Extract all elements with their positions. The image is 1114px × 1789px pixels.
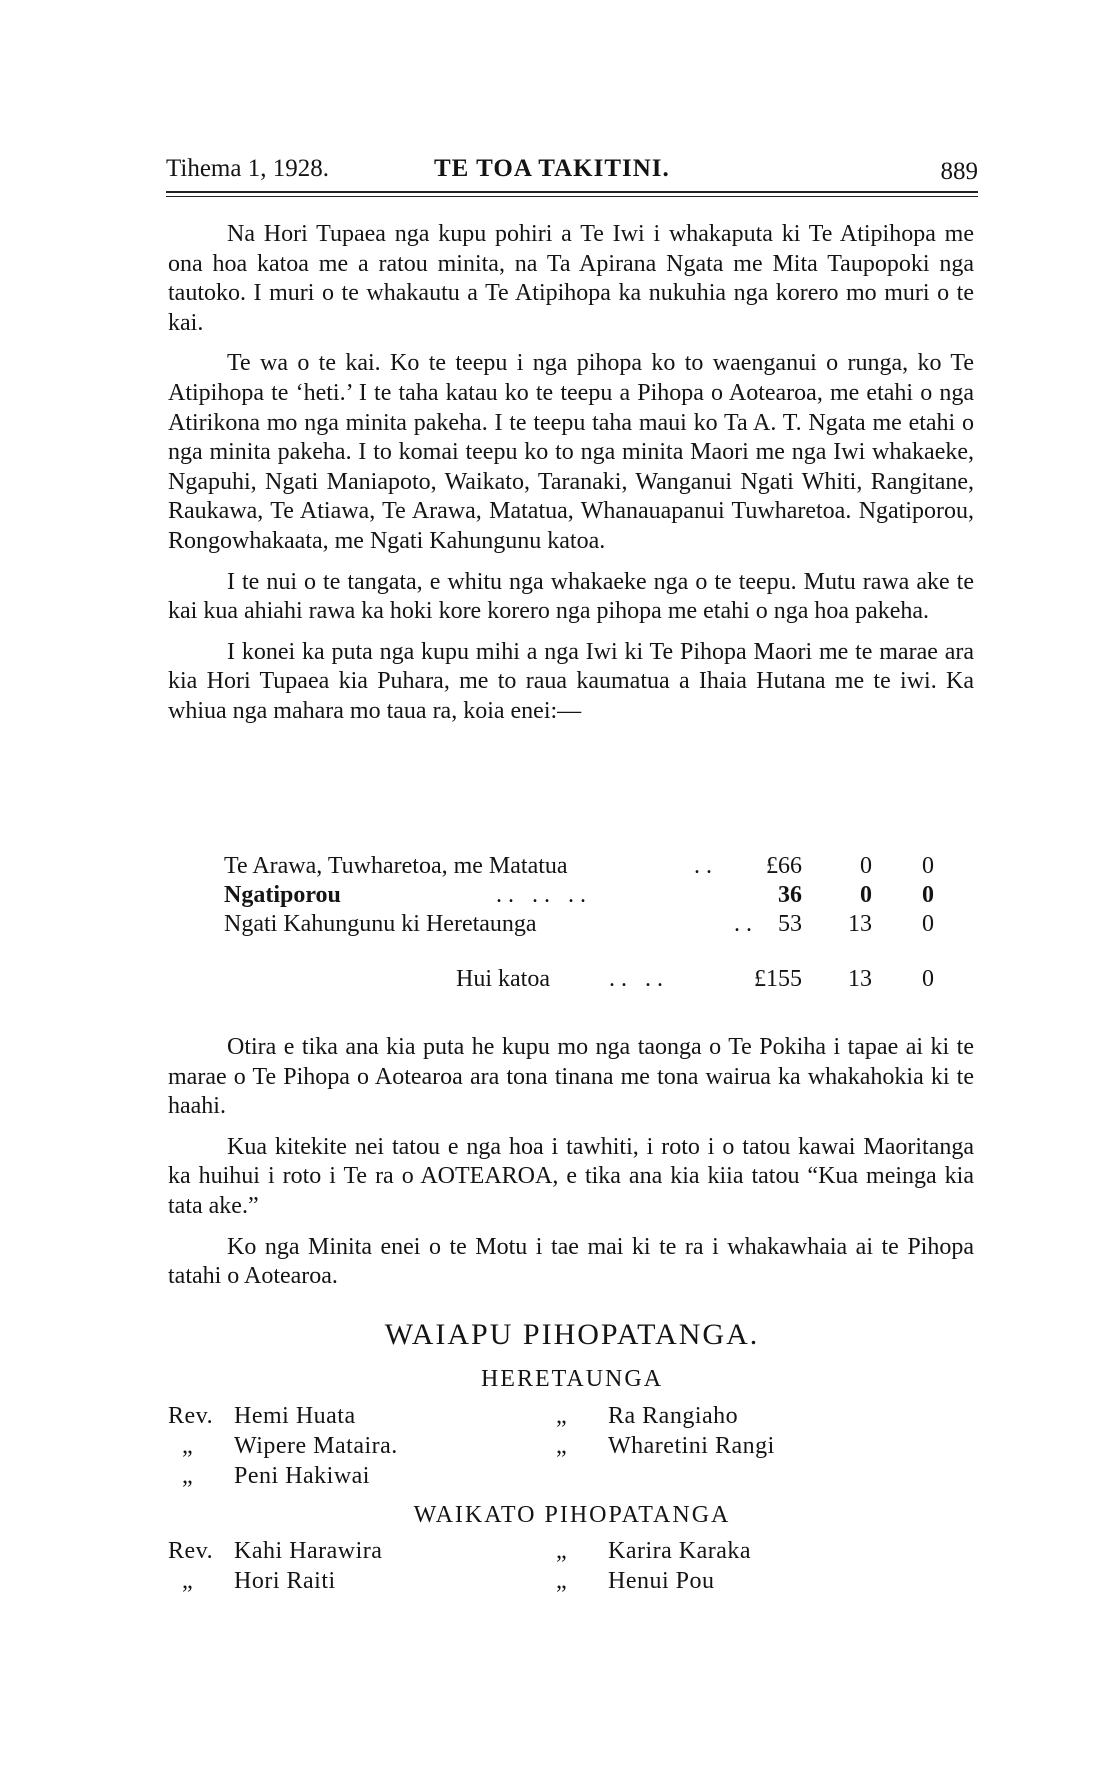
amount-pence: 0	[922, 882, 934, 908]
article-body-continued	[168, 1033, 974, 1303]
leader-dots: ..	[734, 911, 758, 937]
header-date: Tihema 1, 1928.	[166, 155, 329, 182]
clergy-prefix: „	[556, 1568, 568, 1594]
clergy-list-heretaunga-left	[168, 1401, 568, 1491]
paragraph: Otira e tika ana kia puta he kupu mo nga taonga o Te Pokiha i tapae ai ki te marae o Te Pihopa o Aotearoa ara tona tinana me tona wairua ka whakahokia ki te haahi.	[168, 1034, 974, 1120]
clergy-prefix: Rev.	[168, 1403, 214, 1429]
header-title: TE TOA TAKITINI.	[434, 155, 670, 182]
amount-pounds: £66	[766, 853, 802, 879]
clergy-entry	[168, 1461, 568, 1491]
paragraph: Kua kitekite nei tatou e nga hoa i tawhiti, i roto i o tatou kawai Maoritanga ka huihui i roto i Te ra o AOTEAROA, e tika ana kia kiia tatou “Kua meinga kia tata ake.”	[168, 1133, 974, 1219]
donations-table	[224, 853, 934, 995]
amount-pence: 0	[922, 853, 934, 879]
paragraph: I te nui o te tangata, e whitu nga whakaeke nga o te teepu. Mutu rawa ake te kai kua ahiahi rawa ka hoki kore korero nga pihopa me etahi o nga hoa pakeha.	[168, 568, 974, 625]
clergy-name: Karira Karaka	[608, 1538, 752, 1564]
clergy-prefix: „	[182, 1433, 194, 1459]
donation-total-row	[224, 966, 934, 995]
clergy-name: Peni Hakiwai	[234, 1463, 370, 1489]
total-shillings: 13	[848, 966, 872, 992]
donation-row	[224, 882, 934, 911]
section-title-waiapu: WAIAPU PIHOPATANGA.	[384, 1318, 760, 1351]
leader-dots: .. .. ..	[496, 882, 592, 908]
clergy-entry	[168, 1401, 568, 1431]
running-header	[166, 150, 978, 190]
paragraph: Na Hori Tupaea nga kupu pohiri a Te Iwi i whakaputa ki Te Atipihopa me ona hoa katoa me a ratou minita, na Ta Apirana Ngata me Mita Taupopoki nga tautoko. I muri o te whakautu a Te Atipihopa ka nukuhia nga korero mo muri o te kai.	[168, 221, 974, 336]
amount-pence: 0	[922, 911, 934, 937]
total-label: Hui katoa	[456, 966, 550, 992]
clergy-name: Hemi Huata	[234, 1403, 356, 1429]
clergy-entry	[168, 1536, 568, 1566]
donation-row	[224, 911, 934, 940]
paragraph: Te wa o te kai. Ko te teepu i nga pihopa ko to waenganui o runga, ko Te Atipihopa te ‘heti.’ I te taha katau ko te teepu a Pihopa o Aotearoa, me etahi o nga Atirikona mo nga minita pakeha. I te teepu taha maui ko Ta A. T. Ngata me etahi o nga minita pakeha. I to komai teepu ko to nga minita Maori me nga Iwi whakaeke, Ngapuhi, Ngati Maniapoto, Waikato, Taranaki, Wanganui Ngati Whiti, Rangitane, Raukawa, Te Atiawa, Te Arawa, Matatua, Whanauapanui Tuwharetoa. Ngatiporou, Rongowhakaata, me Ngati Kahungunu katoa.	[168, 350, 974, 554]
clergy-name: Kahi Harawira	[234, 1538, 383, 1564]
donor-name: Ngatiporou	[224, 882, 341, 908]
clergy-prefix: „	[556, 1433, 568, 1459]
clergy-prefix: „	[556, 1538, 568, 1564]
article-body	[168, 220, 974, 738]
clergy-entry	[556, 1566, 956, 1596]
clergy-name: Wipere Mataira.	[234, 1433, 398, 1459]
clergy-name: Hori Raiti	[234, 1568, 336, 1594]
clergy-name: Ra Rangiaho	[608, 1403, 739, 1429]
header-rule-thick	[166, 191, 978, 193]
clergy-name: Wharetini Rangi	[608, 1433, 775, 1459]
clergy-entry	[556, 1536, 956, 1566]
clergy-entry	[168, 1566, 568, 1596]
clergy-entry	[556, 1431, 956, 1461]
clergy-entry	[556, 1401, 956, 1431]
donation-row	[224, 853, 934, 882]
clergy-list-heretaunga-right	[556, 1401, 956, 1461]
header-rule-thin	[166, 196, 978, 197]
amount-shillings: 13	[848, 911, 872, 937]
amount-pounds: 36	[778, 882, 802, 908]
clergy-entry	[168, 1431, 568, 1461]
amount-shillings: 0	[860, 882, 872, 908]
clergy-prefix: Rev.	[168, 1538, 214, 1564]
clergy-list-waikato-right	[556, 1536, 956, 1596]
clergy-prefix: „	[182, 1463, 194, 1489]
leader-dots: ..	[694, 853, 718, 879]
donor-name: Ngati Kahungunu ki Heretaunga	[224, 911, 537, 937]
clergy-name: Henui Pou	[608, 1568, 715, 1594]
paragraph: I konei ka puta nga kupu mihi a nga Iwi ki Te Pihopa Maori me te marae ara kia Hori Tupaea kia Puhara, me to raua kaumatua a Ihaia Hutana me te iwi. Ka whiua nga mahara mo taua ra, koia enei:—	[168, 638, 974, 724]
paragraph: Ko nga Minita enei o te Motu i tae mai ki te ra i whakawhaia ai te Pihopa tatahi o Aotearoa.	[168, 1233, 974, 1290]
leader-dots: .. ..	[609, 966, 669, 992]
total-pence: 0	[922, 966, 934, 992]
clergy-prefix: „	[182, 1568, 194, 1594]
amount-pounds: 53	[778, 911, 802, 937]
subsection-title-heretaunga: HERETAUNGA	[480, 1366, 664, 1392]
amount-shillings: 0	[860, 853, 872, 879]
clergy-list-waikato-left	[168, 1536, 568, 1596]
total-pounds: £155	[754, 966, 802, 992]
clergy-prefix: „	[556, 1403, 568, 1429]
page-number: 889	[940, 158, 978, 185]
donor-name: Te Arawa, Tuwharetoa, me Matatua	[224, 853, 568, 879]
section-title-waikato: WAIKATO PIHOPATANGA	[413, 1502, 731, 1528]
